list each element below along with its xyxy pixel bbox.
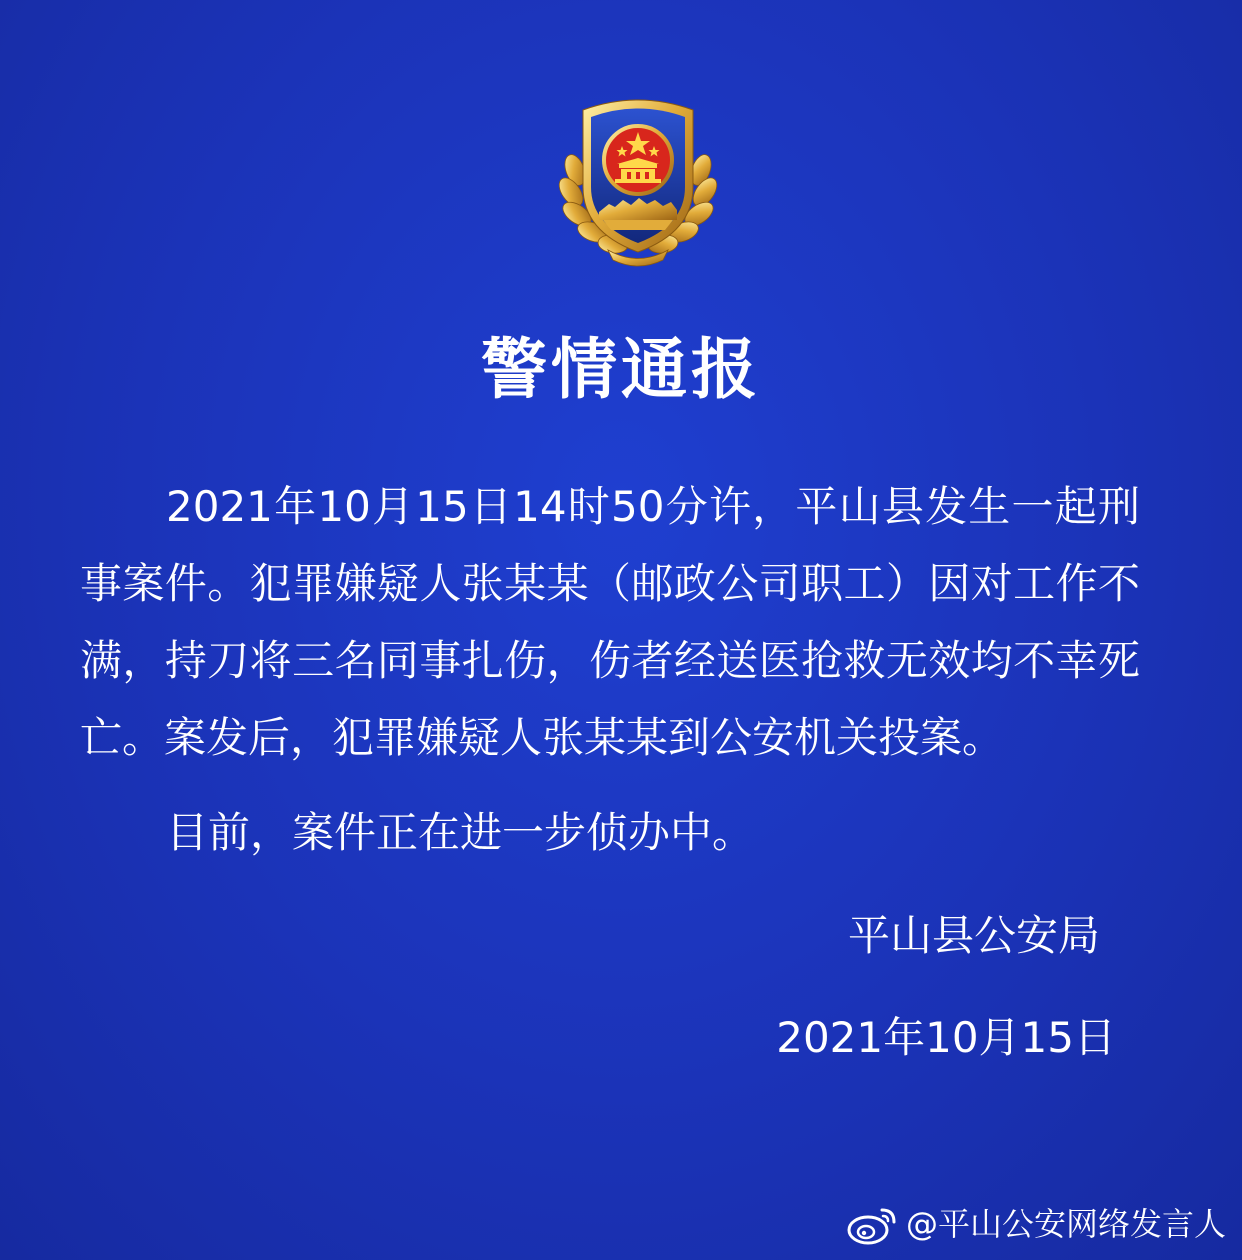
issuer-signature: 平山县公安局 [847, 911, 1100, 960]
weibo-icon [846, 1202, 900, 1246]
watermark-text: @平山公安网络发言人 [905, 1205, 1226, 1243]
notice-body [80, 468, 1140, 871]
notice-paragraph-1: 2021年10月15日14时50分许，平山县发生一起刑事案件。犯罪嫌疑人张某某（邮政公司职工）因对工作不满，持刀将三名同事扎伤，伤者经送医抢救无效均不幸死亡。案发后，犯罪嫌疑人张某某到公安机关投案。 [80, 482, 1140, 762]
police-emblem-icon [553, 92, 723, 267]
notice-paragraph-2: 目前，案件正在进一步侦办中。 [166, 808, 755, 857]
page-title: 警情通报 [481, 331, 761, 408]
issue-date: 2021年10月15日 [776, 1013, 1116, 1062]
weibo-watermark [846, 1202, 1226, 1246]
